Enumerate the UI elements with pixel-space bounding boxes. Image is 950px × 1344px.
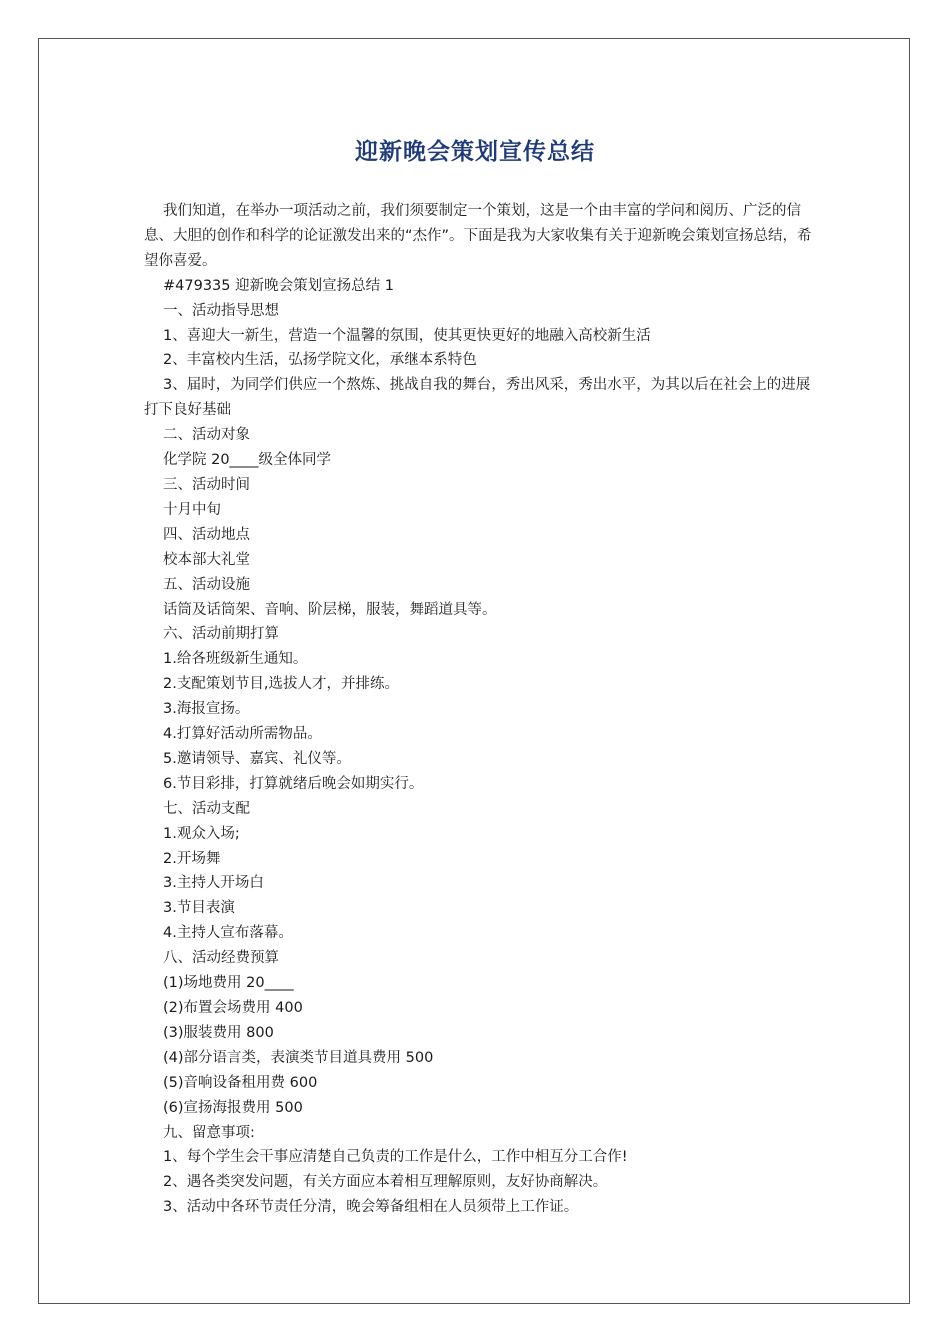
section-heading: #479335 迎新晚会策划宣扬总结 1 [163,277,394,294]
body-text: 话筒及话筒架、音响、阶层梯，服装，舞蹈道具等。 [163,601,497,618]
document-title: 迎新晚会策划宣传总结 [355,139,595,165]
section-heading: 五、活动设施 [163,576,250,593]
list-item: (4)部分语言类，表演类节目道具费用 500 [163,1049,434,1066]
body-text: 化学院 20____级全体同学 [163,452,332,469]
list-item: 4.打算好活动所需物品。 [163,726,322,743]
list-item: 1、喜迎大一新生，营造一个温馨的氛围，使其更快更好的地融入高校新生活 [163,327,651,344]
list-item: 1.观众入场; [163,825,240,842]
section-heading: 九、留意事项: [163,1124,255,1141]
section-heading: 四、活动地点 [163,526,250,543]
list-item: 2.开场舞 [163,850,221,867]
section-heading: 七、活动支配 [163,800,250,817]
body-text: 十月中旬 [163,501,221,518]
list-item: (5)音响设备租用费 600 [163,1074,318,1091]
list-item: 3、届时，为同学们供应一个熬炼、挑战自我的舞台，秀出风采，秀出水平，为其以后在社会上的进展打下良好基础 [144,377,811,419]
list-item: (6)宣扬海报费用 500 [163,1099,303,1116]
section-heading: 三、活动时间 [163,476,250,493]
list-item: 3.节目表演 [163,900,235,917]
list-item: 3.海报宣扬。 [163,701,250,718]
section-heading: 六、活动前期打算 [163,626,279,643]
list-item: 2、丰富校内生活，弘扬学院文化，承继本系特色 [163,352,477,369]
list-item: 4.主持人宣布落幕。 [163,925,293,942]
list-item: 5.邀请领导、嘉宾、礼仪等。 [163,750,351,767]
body-text: 校本部大礼堂 [163,551,250,568]
document-body [144,199,812,1220]
list-item: 3.主持人开场白 [163,875,264,892]
section-heading: 二、活动对象 [163,427,250,444]
intro-paragraph: 我们知道，在举办一项活动之前，我们须要制定一个策划，这是一个由丰富的学问和阅历、广泛的信息、大胆的创作和科学的论证激发出来的“杰作”。下面是我为大家收集有关于迎新晚会策划宣扬总结，希望你喜爱。 [144,203,812,269]
list-item: (1)场地费用 20____ [163,975,294,992]
list-item: 1.给各班级新生通知。 [163,651,308,668]
list-item: 6.节目彩排，打算就绪后晚会如期实行。 [163,775,424,792]
section-heading: 八、活动经费预算 [163,950,279,967]
list-item: 2.支配策划节目,选拔人才，并排练。 [163,676,399,693]
list-item: (2)布置会场费用 400 [163,1000,303,1016]
list-item: 1、每个学生会干事应清楚自己负责的工作是什么，工作中相互分工合作! [163,1149,628,1166]
list-item: 3、活动中各环节责任分清，晚会筹备组相在人员须带上工作证。 [163,1199,579,1216]
list-item: (3)服装费用 800 [163,1024,274,1041]
list-item: 2、遇各类突发问题，有关方面应本着相互理解原则，友好协商解决。 [163,1174,608,1191]
section-heading: 一、活动指导思想 [163,302,279,319]
